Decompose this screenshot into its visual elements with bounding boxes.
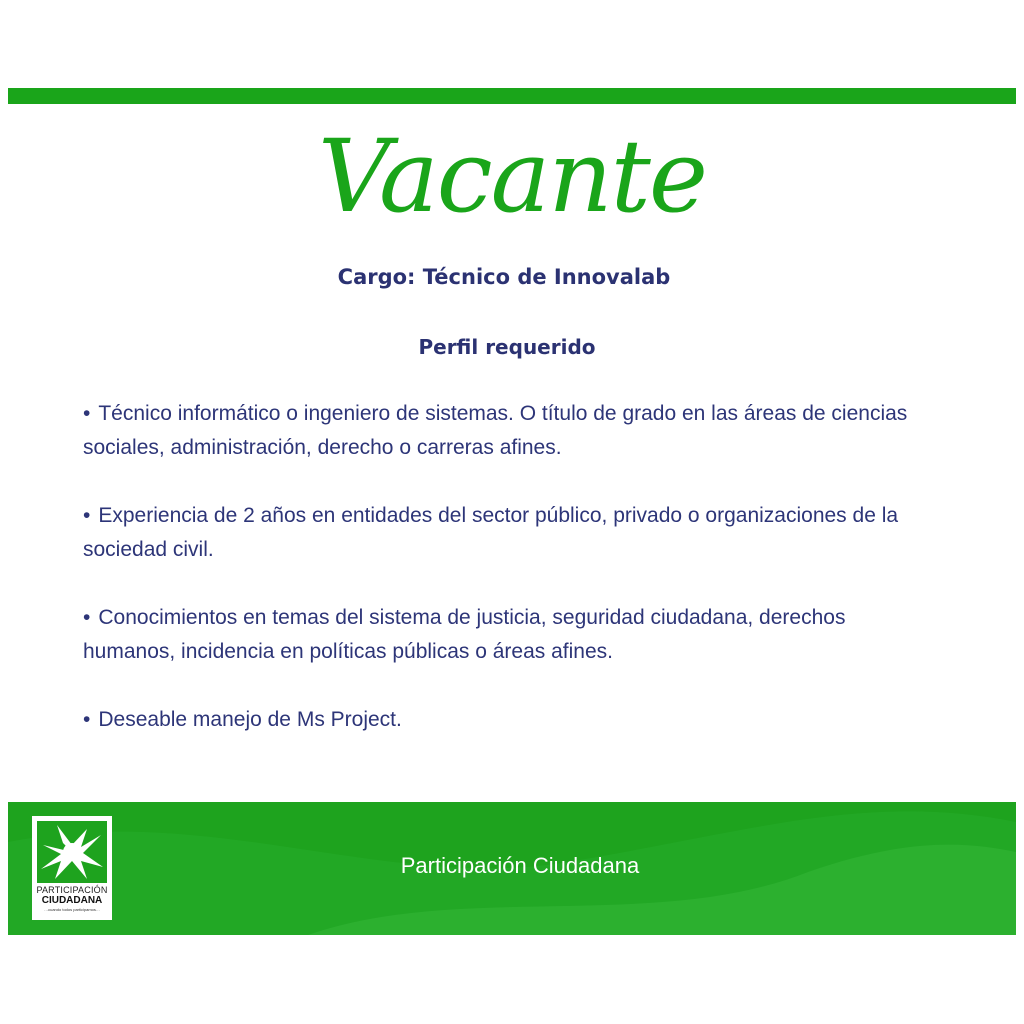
logo-text-line1: PARTICIPACIÓN <box>36 885 108 895</box>
bullet-icon: • <box>83 708 91 731</box>
requirement-item <box>83 499 943 567</box>
footer-banner <box>8 802 1016 935</box>
bullet-icon: • <box>83 504 91 527</box>
footer-organization-name: Participación Ciudadana <box>400 853 640 878</box>
requirement-item <box>83 601 943 669</box>
requirement-text: Técnico informático o ingeniero de sistemas. O título de grado en las áreas de ciencias sociales, administración, derecho o carreras afines. <box>83 402 908 459</box>
requirement-text: Conocimientos en temas del sistema de justicia, seguridad ciudadana, derechos humanos, incidencia en políticas públicas o áreas afines. <box>83 606 846 663</box>
requirement-text: Experiencia de 2 años en entidades del sector público, privado o organizaciones de la sociedad civil. <box>83 504 899 561</box>
logo-tagline: …cuando todos participamos… <box>44 907 100 912</box>
poster-title: Vacante <box>317 118 707 235</box>
profile-heading: Perfil requerido <box>418 335 596 359</box>
logo-text-line2: CIUDADANA <box>41 895 103 906</box>
position-title: Cargo: Técnico de Innovalab <box>337 265 671 289</box>
requirements-list <box>83 397 943 771</box>
requirement-item <box>83 397 943 465</box>
requirement-item <box>83 703 943 737</box>
requirement-text: Deseable manejo de Ms Project. <box>98 708 402 731</box>
top-green-bar <box>8 88 1016 104</box>
bullet-icon: • <box>83 606 91 629</box>
bullet-icon: • <box>83 402 91 425</box>
